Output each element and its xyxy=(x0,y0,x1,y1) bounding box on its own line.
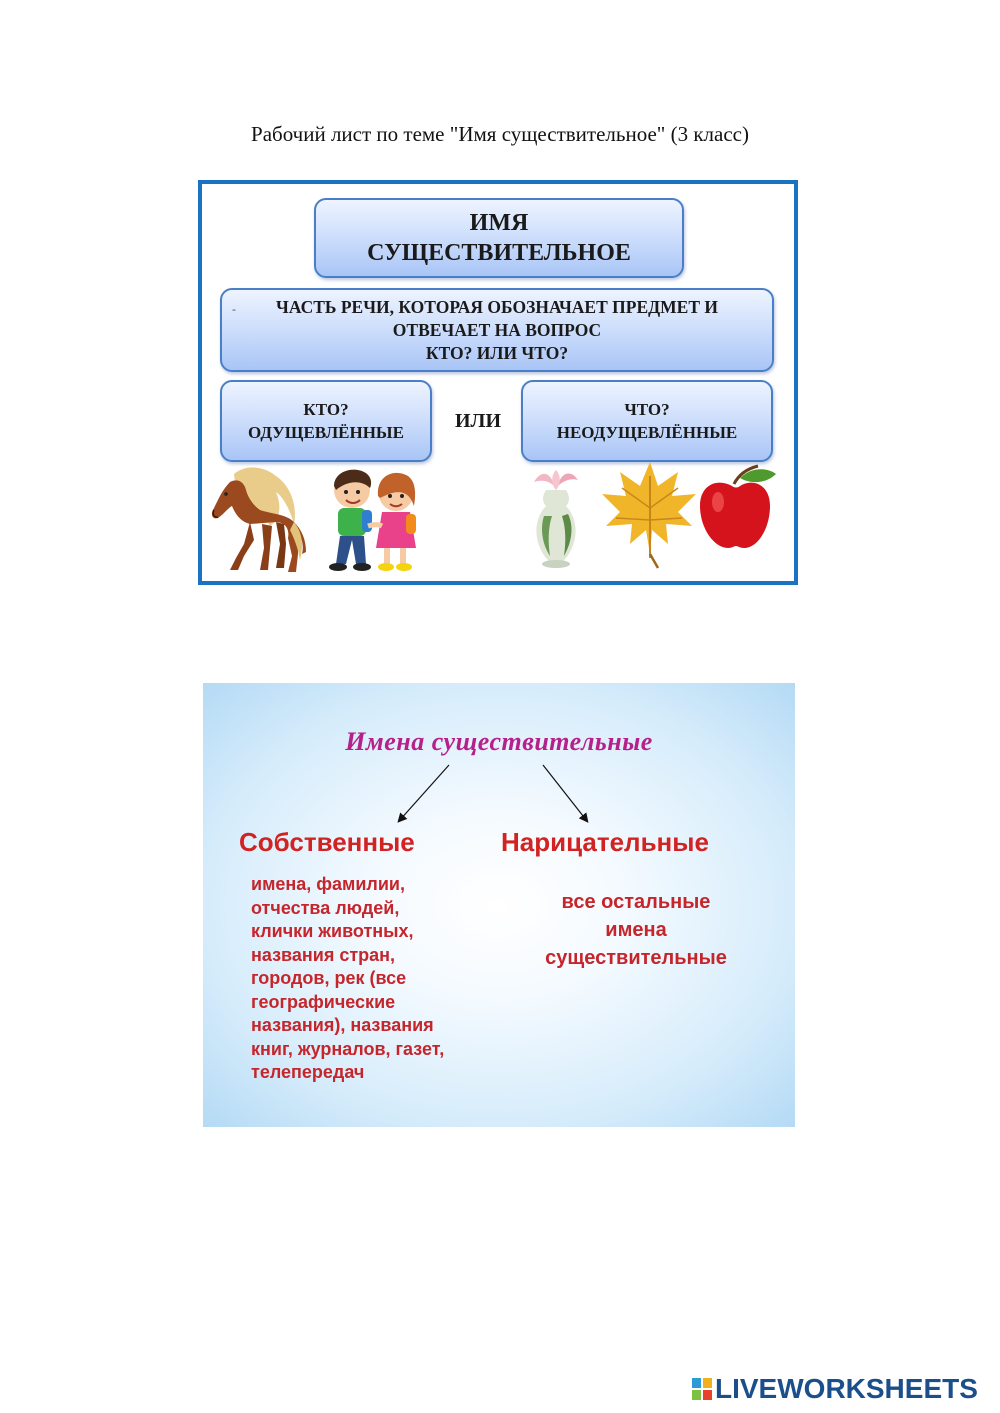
proper-line-9: телепередач xyxy=(251,1062,365,1082)
apple-image xyxy=(694,464,778,554)
definition-line-3: КТО? ИЛИ ЧТО? xyxy=(425,342,569,363)
definition-box xyxy=(220,288,774,372)
liveworksheets-logo-icon xyxy=(692,1376,712,1402)
proper-line-5: городов, рек (все xyxy=(251,968,407,988)
liveworksheets-logo-text: LIVEWORKSHEETS xyxy=(715,1373,978,1404)
definition-dash: - xyxy=(232,302,236,316)
noun-definition-slide xyxy=(198,180,798,585)
common-nouns-heading: Нарицательные xyxy=(501,827,709,857)
common-nouns-description xyxy=(503,888,769,972)
noun-title-line-2: СУЩЕСТВИТЕЛЬНОЕ xyxy=(367,240,631,266)
animate-question: КТО? xyxy=(303,400,349,419)
common-line-3: существительные xyxy=(545,947,727,969)
page-title: Рабочий лист по теме "Имя существительное" (3 класс) xyxy=(251,122,749,146)
definition-line-1: ЧАСТЬ РЕЧИ, КОТОРАЯ ОБОЗНАЧАЕТ ПРЕДМЕТ И xyxy=(275,296,719,317)
proper-line-7: названия), названия xyxy=(251,1015,434,1035)
animate-label: ОДУЩЕВЛЁННЫЕ xyxy=(248,423,404,442)
noun-title-box xyxy=(314,198,684,278)
maple-leaf-image xyxy=(602,458,698,570)
proper-nouns-heading: Собственные xyxy=(239,827,415,857)
proper-line-2: отчества людей, xyxy=(251,897,400,918)
liveworksheets-logo[interactable] xyxy=(692,1374,978,1404)
common-line-1: все остальные xyxy=(561,891,711,913)
definition-line-2: ОТВЕЧАЕТ НА ВОПРОС xyxy=(392,319,602,340)
proper-line-4: названия стран, xyxy=(251,944,396,965)
common-line-2: имена xyxy=(605,919,667,941)
or-label: ИЛИ xyxy=(454,410,501,432)
animate-box xyxy=(220,380,432,462)
proper-line-6: географические xyxy=(251,991,396,1012)
children-image xyxy=(318,464,430,576)
horse-image xyxy=(206,460,306,575)
noun-types-slide xyxy=(203,683,795,1127)
proper-line-1: имена, фамилии, xyxy=(251,874,405,894)
noun-types-title: Имена существительные xyxy=(345,727,653,756)
inanimate-box xyxy=(521,380,773,462)
inanimate-question: ЧТО? xyxy=(624,400,670,419)
proper-nouns-description xyxy=(251,873,501,1085)
inanimate-label: НЕОДУЩЕВЛЁННЫЕ xyxy=(556,423,738,442)
proper-line-8: книг, журналов, газет, xyxy=(251,1038,445,1059)
noun-title-line-1: ИМЯ xyxy=(469,210,529,236)
vase-image xyxy=(524,466,588,570)
proper-line-3: клички животных, xyxy=(251,921,414,941)
